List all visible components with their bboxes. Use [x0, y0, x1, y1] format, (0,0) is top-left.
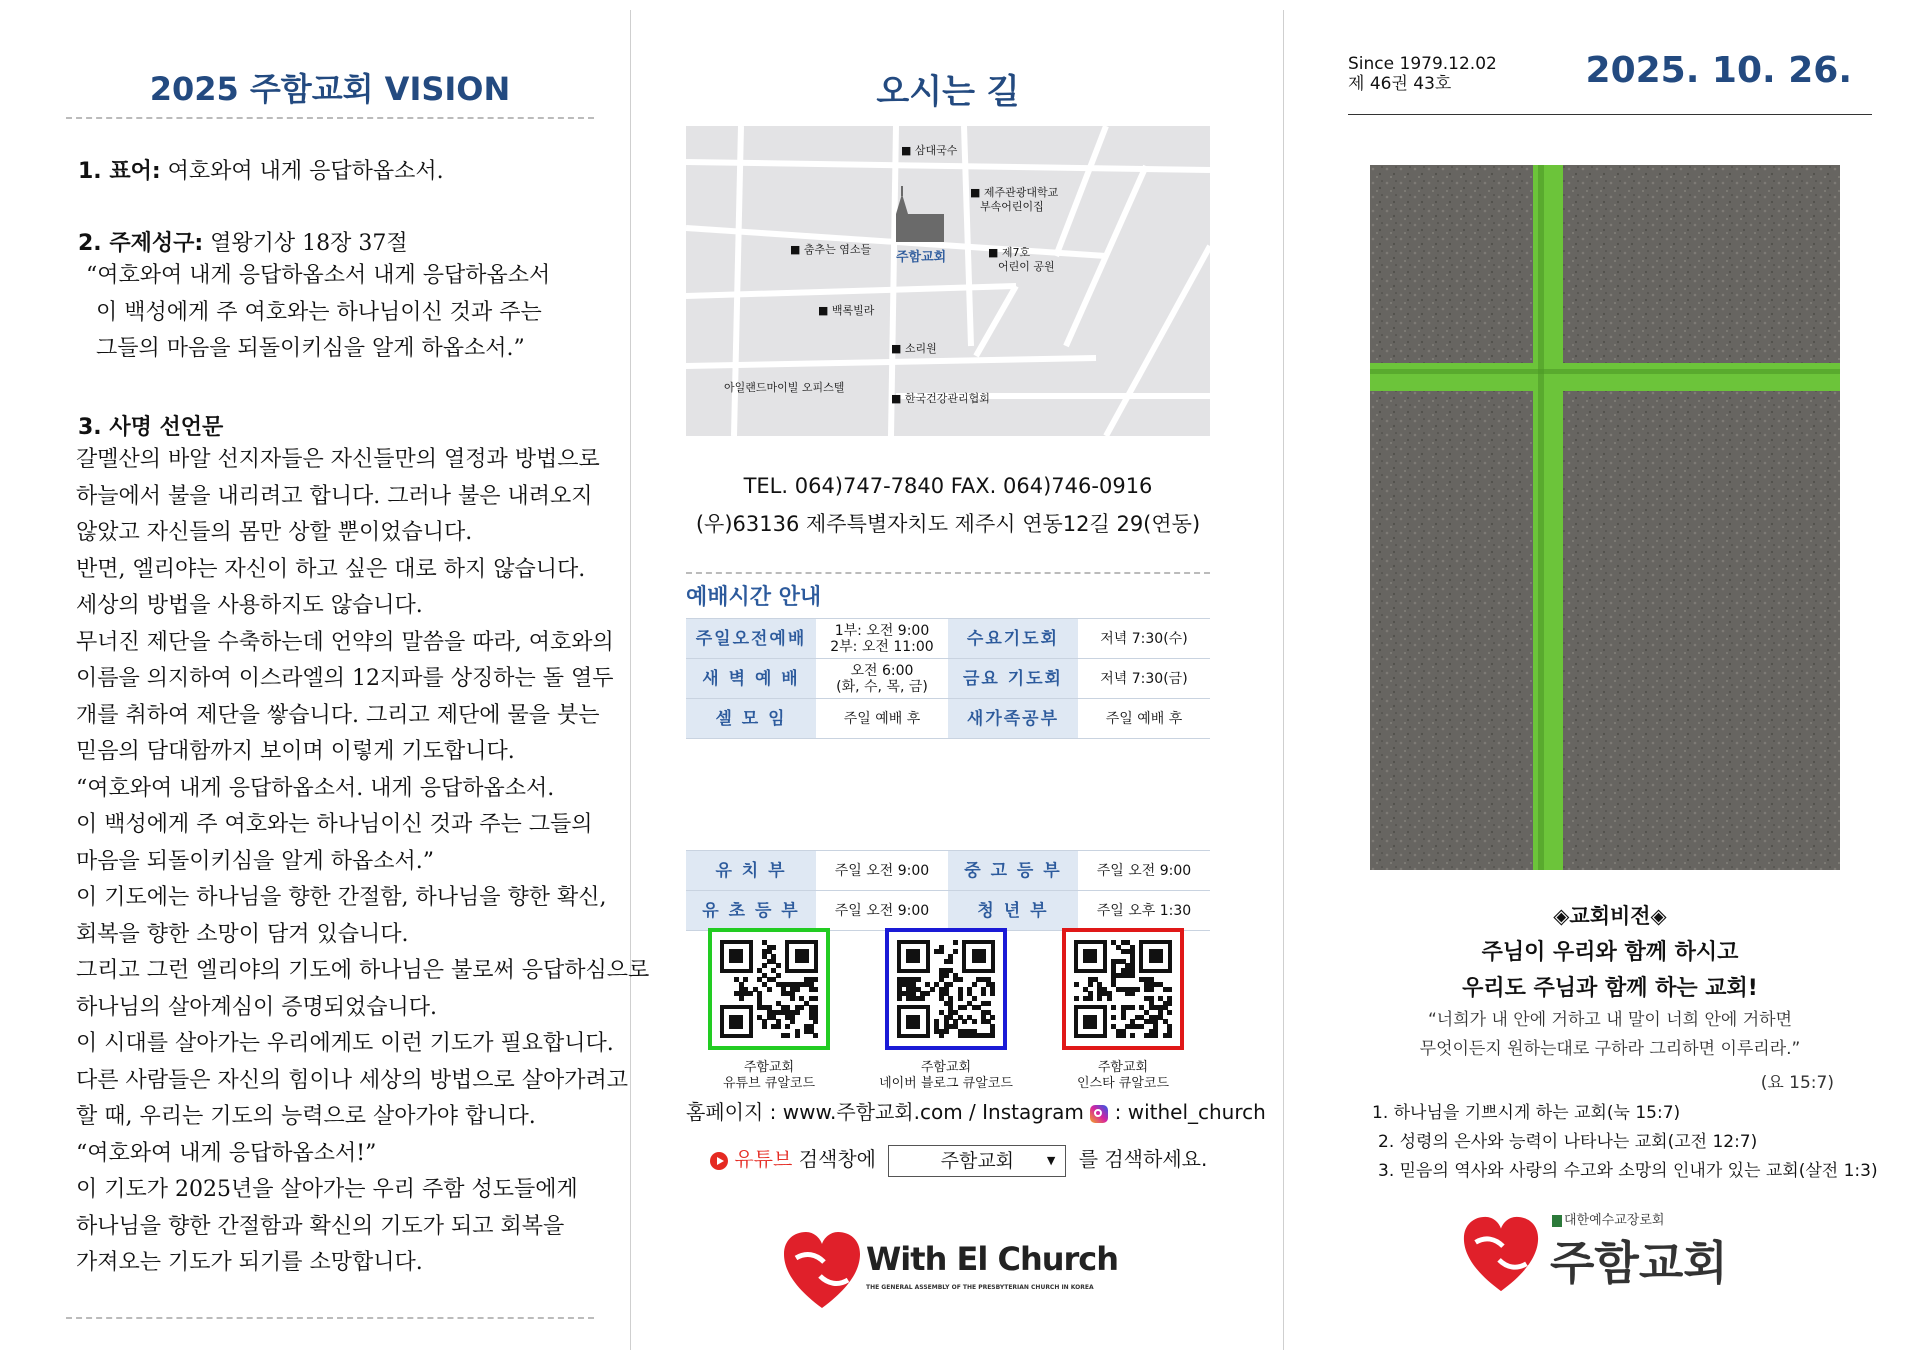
directions-title: 오시는 길	[876, 72, 1020, 112]
map-label: 아일랜드마이빌 오피스텔	[724, 381, 845, 394]
search-prefix: 검색창에	[798, 1147, 876, 1171]
qr-label	[1043, 1060, 1203, 1092]
issue-info	[1348, 54, 1497, 94]
vision-line: 주님이 우리와 함께 하시고	[1481, 940, 1739, 965]
qr-label-line: 주함교회	[1097, 1060, 1149, 1075]
mission-line: 가져오는 기도가 되기를 소망합니다.	[76, 1250, 423, 1275]
table-cell: 주일 오후 1:30	[1078, 891, 1210, 931]
mission-line: 이름을 의지하여 이스라엘의 12지파를 상징하는 돌 열두	[76, 666, 614, 691]
map-label: ■ 소리원	[891, 342, 937, 355]
table-cell: 수요기도회	[948, 619, 1078, 659]
education-schedule-table	[686, 850, 1210, 931]
heart-hands-icon	[782, 1228, 862, 1312]
dashed-rule	[66, 1317, 594, 1319]
mission-line: 마음을 되돌이키심을 알게 하옵소서.”	[76, 848, 435, 874]
map-label: ■ 백록빌라	[818, 304, 875, 317]
quote-reference: (요 15:7)	[1760, 1073, 1834, 1093]
qr-label-line: 주함교회	[743, 1060, 795, 1075]
denomination-text: 대한예수교장로회	[1564, 1213, 1665, 1228]
table-cell: 셀 모 임	[686, 699, 816, 739]
heart-hands-icon	[1460, 1213, 1542, 1295]
mission-line: 하늘에서 불을 내리려고 합니다. 그러나 불은 내려오지	[76, 483, 593, 509]
map-label: ■ 춤추는 염소들	[790, 243, 872, 256]
location-map	[686, 126, 1210, 436]
table-row	[686, 659, 1210, 699]
qr-label-line: 주함교회	[920, 1060, 972, 1075]
table-cell: 유 치 부	[686, 851, 816, 891]
panel-divider	[1283, 10, 1284, 1350]
table-cell: 금요 기도회	[948, 659, 1078, 699]
cell-line: 오전 6:00	[850, 662, 914, 679]
map-church-label: 주함교회	[896, 250, 947, 265]
table-cell	[816, 619, 948, 659]
theme-label: 2. 주제성구:	[78, 231, 204, 256]
theme-verse	[86, 258, 550, 368]
with-el-church-logo	[782, 1228, 1122, 1318]
mission-line: 할 때, 우리는 기도의 능력으로 살아가야 합니다.	[76, 1104, 536, 1129]
instagram-qr-code[interactable]	[1062, 928, 1184, 1050]
verse-line: “여호와여 내게 응답하옵소서 내게 응답하옵소서	[86, 263, 551, 288]
cover-panel	[1348, 0, 1878, 1357]
motto-label: 1. 표어:	[78, 159, 161, 184]
vision-list-item: 2. 성령의 은사와 능력이 나타나는 교회(고전 12:7)	[1378, 1132, 1758, 1152]
verse-line: 그들의 마음을 되돌이키심을 알게 하옵소서.”	[96, 336, 525, 361]
moss-cross-photo	[1370, 165, 1840, 870]
search-suffix: 를 검색하세요.	[1078, 1147, 1208, 1171]
qr-pattern	[720, 940, 818, 1038]
mission-line: 이 기도에는 하나님을 향한 간절함, 하나님을 향한 확신,	[76, 885, 607, 910]
mission-line: 그리고 그런 엘리야의 기도에 하나님은 불로써 응답하심으로	[76, 958, 650, 983]
table-cell: 주일 예배 후	[816, 699, 948, 739]
worship-schedule-table	[686, 618, 1210, 739]
cross-image	[1370, 165, 1840, 870]
qr-pattern	[1074, 940, 1172, 1038]
mission-line: 이 시대를 살아가는 우리에게도 이런 기도가 필요합니다.	[76, 1031, 614, 1056]
mission-line: “여호와여 내게 응답하옵소서!”	[76, 1140, 377, 1166]
map-label: ■ 한국건강관리협회	[891, 392, 990, 405]
table-cell	[816, 659, 948, 699]
map-label: 부속어린이집	[980, 200, 1044, 213]
vision-panel	[60, 0, 650, 1357]
motto-text: 여호와여 내게 응답하옵소서.	[167, 159, 444, 184]
table-cell: 새가족공부	[948, 699, 1078, 739]
church-vision-title: ◈교회비전◈	[1553, 904, 1667, 928]
map-label: ■ 삼대국수	[901, 144, 958, 157]
mission-statement	[76, 442, 649, 1282]
mission-line: 이 기도가 2025년을 살아가는 우리 주함 성도들에게	[76, 1177, 578, 1202]
vision-list-item: 1. 하나님을 기쁘시게 하는 교회(눅 15:7)	[1372, 1103, 1681, 1123]
juham-church-logo	[1460, 1205, 1760, 1305]
map-label: 어린이 공원	[998, 260, 1055, 273]
table-cell: 유 초 등 부	[686, 891, 816, 931]
map-label: ■ 제주관광대학교	[970, 186, 1059, 199]
cross-icon	[1552, 1215, 1562, 1227]
directions-panel	[686, 0, 1266, 1357]
youtube-search-hint	[710, 1143, 1207, 1177]
header-rule	[1348, 114, 1872, 115]
qr-label	[866, 1060, 1026, 1092]
youtube-icon	[710, 1152, 728, 1170]
instagram-icon	[1090, 1105, 1108, 1123]
church-building-icon	[896, 186, 944, 242]
since-date: Since 1979.12.02	[1348, 54, 1497, 74]
mission-line: “여호와여 내게 응답하옵소서. 내게 응답하옵소서.	[76, 775, 555, 801]
logo-subtext: THE GENERAL ASSEMBLY OF THE PRESBYTERIAN CHURCH IN KOREA	[866, 1284, 1094, 1291]
dashed-rule	[686, 572, 1210, 574]
vision-quote: 무엇이든지 원하는대로 구하라 그리하면 이루리라.”	[1419, 1039, 1801, 1059]
qr-label	[689, 1060, 849, 1092]
qr-label-line: 인스타 큐알코드	[1076, 1076, 1170, 1091]
table-cell: 저녁 7:30(수)	[1078, 619, 1210, 659]
search-value: 주함교회	[940, 1149, 1015, 1172]
table-cell: 중 고 등 부	[948, 851, 1078, 891]
instagram-handle[interactable]: : withel_church	[1114, 1100, 1266, 1124]
youtube-label: 유튜브	[734, 1147, 793, 1171]
bulletin-date: 2025. 10. 26.	[1585, 50, 1852, 91]
map-label: ■ 제7호	[988, 246, 1031, 259]
denomination-label	[1552, 1209, 1664, 1228]
qr-label-line: 네이버 블로그 큐알코드	[879, 1076, 1013, 1091]
table-cell: 주일 오전 9:00	[1078, 851, 1210, 891]
mission-line: 믿음의 담대함까지 보이며 이렇게 기도합니다.	[76, 739, 515, 764]
dashed-rule	[66, 117, 594, 119]
cell-line: 2부: 오전 11:00	[830, 638, 934, 655]
theme-reference: 열왕기상 18장 37절	[210, 231, 408, 256]
verse-line: 이 백성에게 주 여호와는 하나님이신 것과 주는	[96, 299, 542, 325]
table-row	[686, 851, 1210, 891]
dropdown-arrow-icon: ▼	[1046, 1153, 1056, 1167]
vision-quote: “너희가 내 안에 거하고 내 말이 너희 안에 거하면	[1427, 1010, 1793, 1030]
volume-number: 제 46권 43호	[1348, 74, 1452, 94]
mission-line: 이 백성에게 주 여호와는 하나님이신 것과 주는 그들의	[76, 812, 593, 837]
table-row	[686, 891, 1210, 931]
contact-phone: TEL. 064)747-7840 FAX. 064)746-0916	[743, 474, 1153, 498]
qr-label-line: 유튜브 큐알코드	[722, 1076, 816, 1091]
table-cell: 주일오전예배	[686, 619, 816, 659]
mission-label: 3. 사명 선언문	[78, 415, 224, 440]
homepage-line	[686, 1096, 1266, 1125]
schedule-title: 예배시간 안내	[686, 585, 822, 610]
blog-qr-code[interactable]	[885, 928, 1007, 1050]
vision-line: 우리도 주님과 함께 하는 교회!	[1462, 976, 1758, 1001]
motto	[78, 154, 444, 191]
logo-text: With El Church	[866, 1240, 1119, 1278]
mission-line: 회복을 향한 소망이 담겨 있습니다.	[76, 921, 409, 947]
mission-line: 않았고 자신들의 몸만 상할 뿐이었습니다.	[76, 520, 473, 545]
mission-line: 세상의 방법을 사용하지도 않습니다.	[76, 593, 423, 618]
mission-line: 개를 취하여 제단을 쌓습니다. 그리고 제단에 물을 붓는	[76, 702, 600, 728]
youtube-qr-code[interactable]	[708, 928, 830, 1050]
mission-line: 다른 사람들은 자신의 힘이나 세상의 방법으로 살아가려고	[76, 1067, 629, 1093]
cell-line: 1부: 오전 9:00	[834, 622, 930, 639]
table-row	[686, 699, 1210, 739]
mission-line: 하나님의 살아계심이 증명되었습니다.	[76, 994, 438, 1020]
table-row	[686, 619, 1210, 659]
mission-heading	[78, 410, 223, 441]
table-cell: 주일 예배 후	[1078, 699, 1210, 739]
church-name: 주함교회	[1550, 1236, 1728, 1290]
vision-list-item: 3. 믿음의 역사와 사랑의 수고와 소망의 인내가 있는 교회(살전 1:3)	[1378, 1161, 1878, 1181]
table-cell: 저녁 7:30(금)	[1078, 659, 1210, 699]
mission-line: 반면, 엘리야는 자신이 하고 싶은 대로 하지 않습니다.	[76, 556, 586, 582]
table-cell: 주일 오전 9:00	[816, 891, 948, 931]
qr-pattern	[897, 940, 995, 1038]
table-cell: 주일 오전 9:00	[816, 851, 948, 891]
contact-address: (우)63136 제주특별자치도 제주시 연동12길 29(연동)	[695, 512, 1201, 536]
mission-line: 하나님을 향한 간절함과 확신의 기도가 되고 회복을	[76, 1213, 565, 1239]
cell-line: (화, 수, 목, 금)	[836, 678, 928, 695]
table-cell: 새 벽 예 배	[686, 659, 816, 699]
mission-line: 갈멜산의 바알 선지자들은 자신들만의 열정과 방법으로	[76, 447, 600, 472]
homepage-link[interactable]: 홈페이지 : www.주함교회.com / Instagram	[686, 1100, 1084, 1124]
mission-line: 무너진 제단을 수축하는데 언약의 말씀을 따라, 여호와의	[76, 629, 614, 655]
search-box	[888, 1145, 1066, 1177]
table-cell: 청 년 부	[948, 891, 1078, 931]
vision-title: 2025 주함교회 VISION	[149, 70, 511, 108]
